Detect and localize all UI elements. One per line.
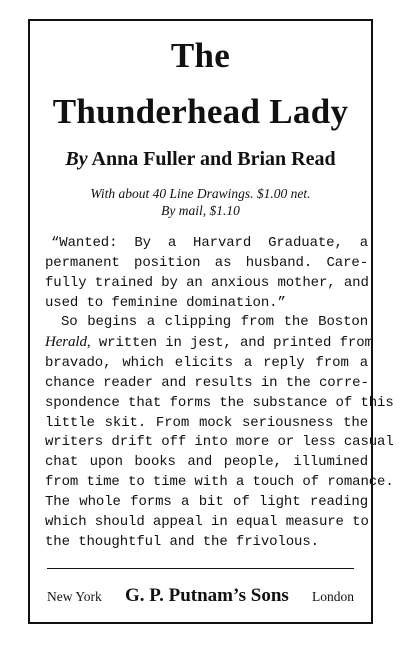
book-title-line-1: The <box>170 36 231 75</box>
herald-italic-text: Herald, <box>45 333 91 350</box>
book-title-line-2: Thunderhead Lady <box>52 92 349 131</box>
description-line <box>45 333 373 354</box>
description-line: chance reader and results in the corre- <box>45 374 369 391</box>
quote-line: permanent position as husband. Care- <box>45 254 368 271</box>
description-line-text: written in jest, and printed from <box>90 334 373 351</box>
description-line: bravado, which elicits a reply from a <box>45 354 368 371</box>
advertisement-quote <box>45 234 368 314</box>
quote-line: fully trained by an anxious mother, and <box>45 274 369 291</box>
quote-line: used to feminine domination.” <box>45 294 286 311</box>
quote-line: “Wanted: By a Harvard Graduate, a <box>51 235 368 251</box>
author-by-label: By <box>65 148 88 170</box>
description-line: spondence that forms the substance of this <box>45 394 394 411</box>
description-line: little skit. From mock seriousness the <box>45 414 368 431</box>
publisher-footer <box>47 585 354 607</box>
publisher-city-london: London <box>311 589 354 604</box>
description-line: the thoughtful and the frivolous. <box>45 533 319 550</box>
description-line: chat upon books and people, illumined <box>45 454 368 471</box>
footer-divider <box>47 568 354 569</box>
publisher-name: G. P. Putnam’s Sons <box>124 585 289 606</box>
author-names: Anna Fuller and Brian Read <box>91 148 336 170</box>
publisher-city-new-york: New York <box>47 589 102 604</box>
price-details-line-1: With about 40 Line Drawings. $1.00 net. <box>90 186 311 201</box>
description-line: So begins a clipping from the Boston <box>61 314 368 330</box>
description-line: The whole forms a bit of light reading <box>45 494 368 511</box>
book-description <box>45 313 394 553</box>
price-details-line-2: By mail, $1.10 <box>161 203 240 218</box>
description-line: writers drift off into more or less casual <box>45 434 394 451</box>
description-line: which should appeal in equal measure to <box>45 514 369 531</box>
author-line <box>0 148 401 171</box>
description-line: from time to time with a touch of romance. <box>45 474 394 491</box>
